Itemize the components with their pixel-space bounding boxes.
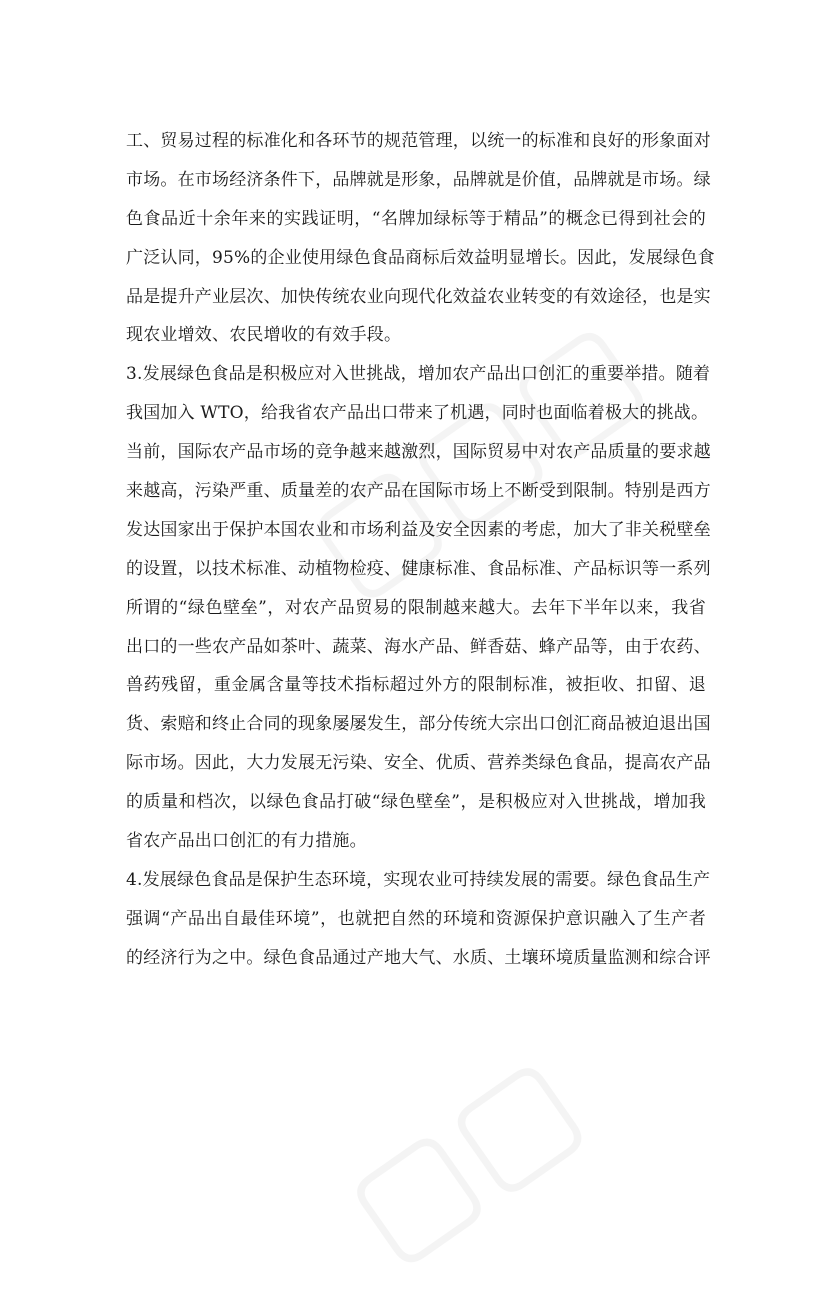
text-line: 货、索赔和终止合同的现象屡屡发生，部分传统大宗出口创汇商品被迫退出国 [126, 714, 711, 735]
text-line: 发达国家出于保护本国农业和市场利益及安全因素的考虑，加大了非关税壁垒 [126, 519, 711, 540]
text-line: 4.发展绿色食品是保护生态环境，实现农业可持续发展的需要。绿色食品生产 [126, 869, 711, 890]
text-line: 广泛认同，95%的企业使用绿色食品商标后效益明显增长。因此，发展绿色食 [126, 247, 715, 268]
text-line: 省农产品出口创汇的有力措施。 [126, 831, 367, 852]
text-line: 的质量和档次，以绿色食品打破“绿色壁垒”，是积极应对入世挑战，增加我 [126, 792, 706, 813]
text-line: 际市场。因此，大力发展无污染、安全、优质、营养类绿色食品，提高农产品 [126, 753, 711, 774]
text-line: 的设置，以技术标准、动植物检疫、健康标准、食品标准、产品标识等一系列 [126, 558, 711, 579]
text-line: 所谓的“绿色壁垒”，对农产品贸易的限制越来越大。去年下半年以来，我省 [126, 597, 706, 618]
text-line: 来越高，污染严重、质量差的农产品在国际市场上不断受到限制。特别是西方 [126, 481, 711, 502]
text-line: 3.发展绿色食品是积极应对入世挑战，增加农产品出口创汇的重要举措。随着 [126, 364, 711, 385]
text-line: 强调“产品出自最佳环境”，也就把自然的环境和资源保护意识融入了生产者 [126, 908, 706, 929]
text-line: 现农业增效、农民增收的有效手段。 [126, 325, 402, 346]
text-line: 我国加入 WTO，给我省农产品出口带来了机遇，同时也面临着极大的挑战。 [126, 403, 709, 424]
watermark [319, 1023, 607, 1288]
text-line: 出口的一些农产品如茶叶、蔬菜、海水产品、鲜香菇、蜂产品等，由于农药、 [126, 636, 711, 657]
body-text [126, 122, 715, 978]
text-line: 工、贸易过程的标准化和各环节的规范管理，以统一的标准和良好的形象面对 [126, 131, 711, 151]
text-line: 的经济行为之中。绿色食品通过产地大气、水质、土壤环境质量监测和综合评 [126, 947, 711, 968]
text-line: 品是提升产业层次、加快传统农业向现代化效益农业转变的有效途径，也是实 [126, 286, 711, 307]
text-line: 色食品近十余年来的实践证明，“名牌加绿标等于精品”的概念已得到社会的 [126, 208, 706, 229]
text-line: 兽药残留，重金属含量等技术指标超过外方的限制标准，被拒收、扣留、退 [126, 675, 706, 696]
text-line: 市场。在市场经济条件下，品牌就是形象，品牌就是价值，品牌就是市场。绿 [126, 169, 711, 190]
text-line: 当前，国际农产品市场的竞争越来越激烈，国际贸易中对农产品质量的要求越 [126, 442, 711, 463]
